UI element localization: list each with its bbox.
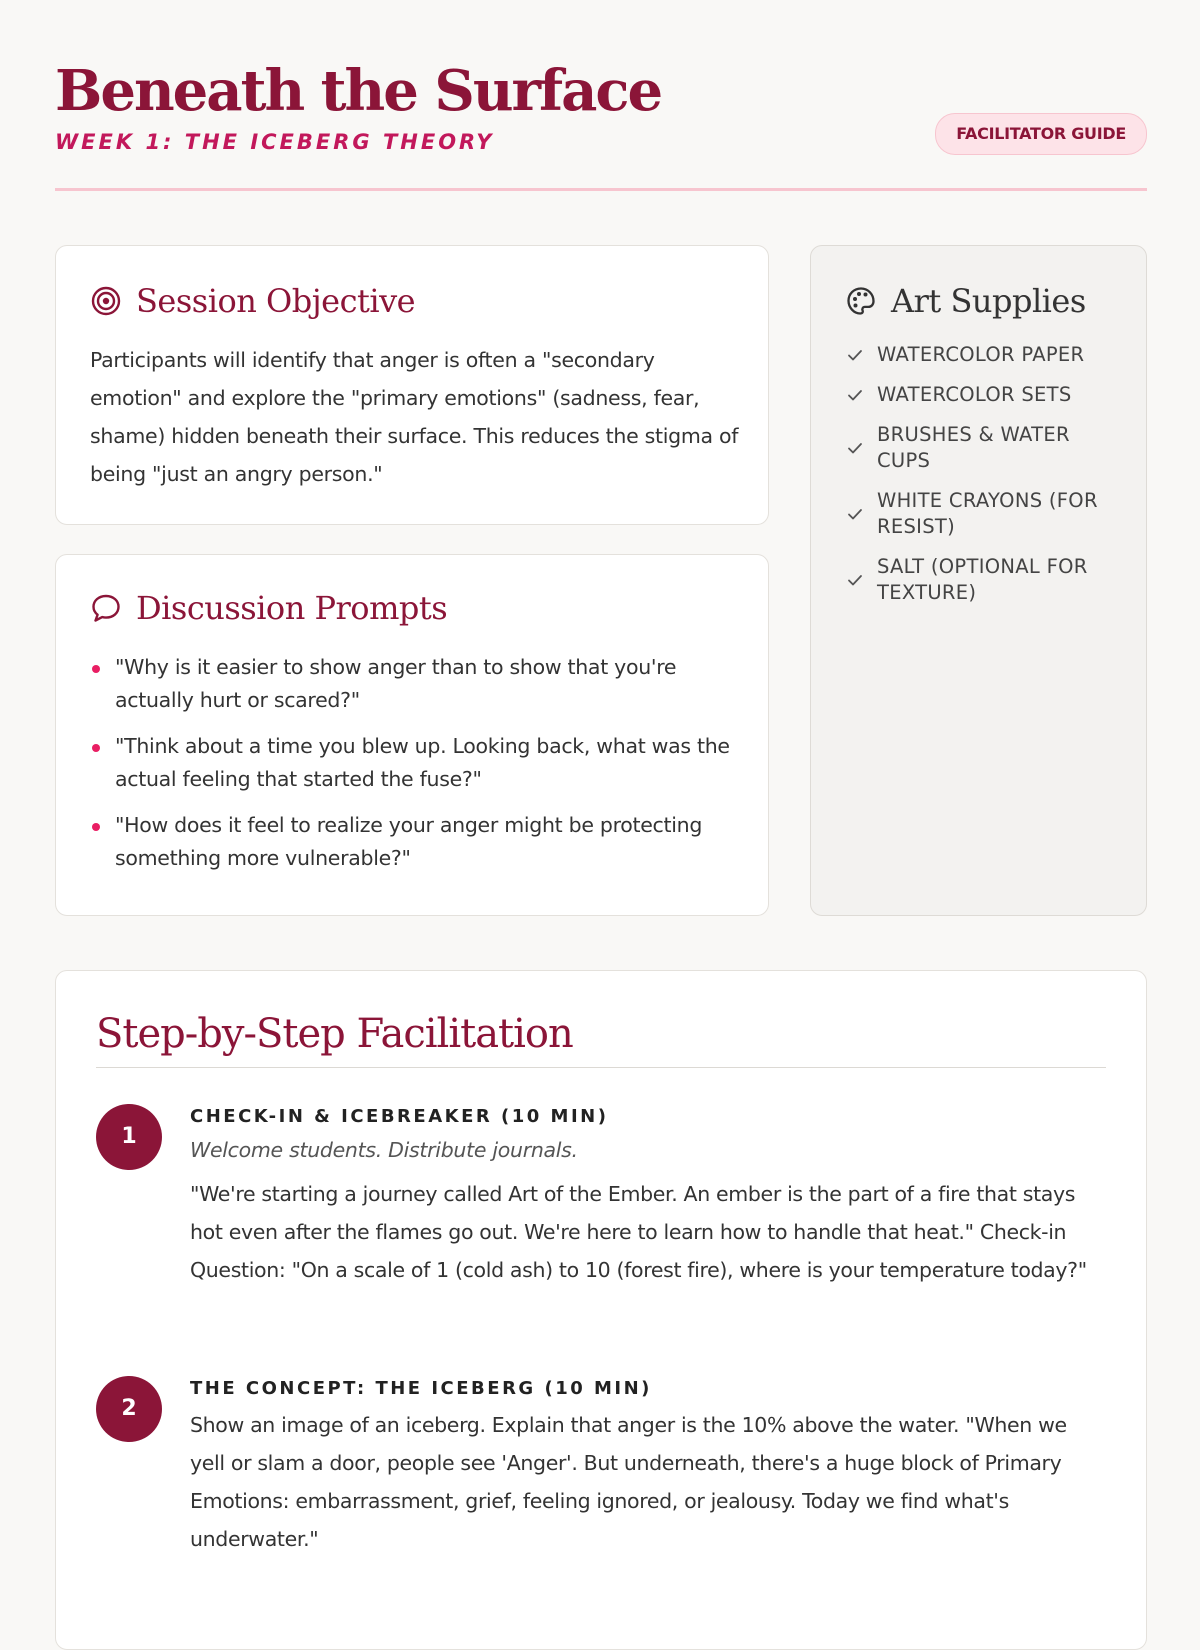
supply-item xyxy=(845,422,1125,474)
target-icon xyxy=(90,285,122,317)
step-text: Show an image of an iceberg. Explain that anger is the 10% above the water. "When we yell or slam a door, people see 'Anger'. But underneath, there's a huge block of Primary Emotions: embarrassment, grief, feeling ignored, or jealousy. Today we find what's underwater." xyxy=(190,1413,1067,1551)
session-objective-text: Participants will identify that anger is often a "secondary emotion" and explore the "primary emotions" (sadness, fear, shame) hidden beneath their surface. This reduces the stigma of being "just an angry person." xyxy=(90,348,739,486)
supply-item xyxy=(845,382,1125,408)
facilitation-steps-title: Step-by-Step Facilitation xyxy=(96,1011,1106,1068)
discussion-prompt-item xyxy=(90,809,740,875)
palette-icon xyxy=(845,285,877,317)
page-header xyxy=(55,50,1147,191)
speech-bubble-icon xyxy=(90,592,122,624)
step-note: Welcome students. Distribute journals. xyxy=(190,1138,578,1162)
facilitator-guide-badge: FACILITATOR GUIDE xyxy=(935,113,1147,155)
bullet-icon xyxy=(92,665,100,673)
step-number-badge: 2 xyxy=(96,1376,162,1442)
bullet-icon xyxy=(92,744,100,752)
supply-item xyxy=(845,488,1125,540)
discussion-prompts-title: Discussion Prompts xyxy=(136,589,448,627)
discussion-prompt-item xyxy=(90,730,740,796)
step-text: "We're starting a journey called Art of the Ember. An ember is the part of a fire that stays hot even after the flames go out. We're here to learn how to handle that heat." Check-in Question: "On a scale of 1 (cold ash) to 10 (forest fire), where is your temperature today?" xyxy=(190,1182,1087,1282)
discussion-prompts-card xyxy=(55,554,769,916)
step-heading: THE CONCEPT: THE ICEBERG (10 MIN) xyxy=(190,1378,652,1399)
supply-label: SALT (OPTIONAL FOR TEXTURE) xyxy=(877,555,1088,604)
supply-label: WATERCOLOR PAPER xyxy=(877,343,1085,366)
art-supplies-card xyxy=(810,245,1147,916)
checkmark-icon xyxy=(845,570,865,590)
art-supplies-list xyxy=(845,342,1125,620)
supply-item xyxy=(845,554,1125,606)
facilitation-steps-card xyxy=(55,970,1147,1650)
checkmark-icon xyxy=(845,385,865,405)
supply-label: BRUSHES & WATER CUPS xyxy=(877,423,1070,472)
discussion-prompt-text: "Think about a time you blew up. Looking back, what was the actual feeling that started the fuse?" xyxy=(115,734,730,791)
checkmark-icon xyxy=(845,345,865,365)
checkmark-icon xyxy=(845,438,865,458)
session-objective-heading xyxy=(90,282,415,320)
discussion-prompts-list xyxy=(90,651,740,888)
step-number-badge: 1 xyxy=(96,1104,162,1170)
session-objective-title: Session Objective xyxy=(136,282,416,320)
step-body xyxy=(190,1104,1095,1289)
art-supplies-heading xyxy=(845,282,1086,320)
checkmark-icon xyxy=(845,504,865,524)
art-supplies-title: Art Supplies xyxy=(891,282,1086,320)
page-subtitle: WEEK 1: THE ICEBERG THEORY xyxy=(55,130,495,154)
step-body xyxy=(190,1376,1095,1558)
discussion-prompt-text: "How does it feel to realize your anger might be protecting something more vulnerable?" xyxy=(115,813,703,870)
supply-label: WHITE CRAYONS (FOR RESIST) xyxy=(877,489,1098,538)
page-title: Beneath the Surface xyxy=(55,58,662,124)
step-heading: CHECK-IN & ICEBREAKER (10 MIN) xyxy=(190,1106,609,1127)
discussion-prompt-text: "Why is it easier to show anger than to show that you're actually hurt or scared?" xyxy=(115,655,677,712)
session-objective-card xyxy=(55,245,769,525)
bullet-icon xyxy=(92,823,100,831)
supply-label: WATERCOLOR SETS xyxy=(877,383,1072,406)
discussion-prompts-heading xyxy=(90,589,447,627)
supply-item xyxy=(845,342,1125,368)
discussion-prompt-item xyxy=(90,651,740,717)
